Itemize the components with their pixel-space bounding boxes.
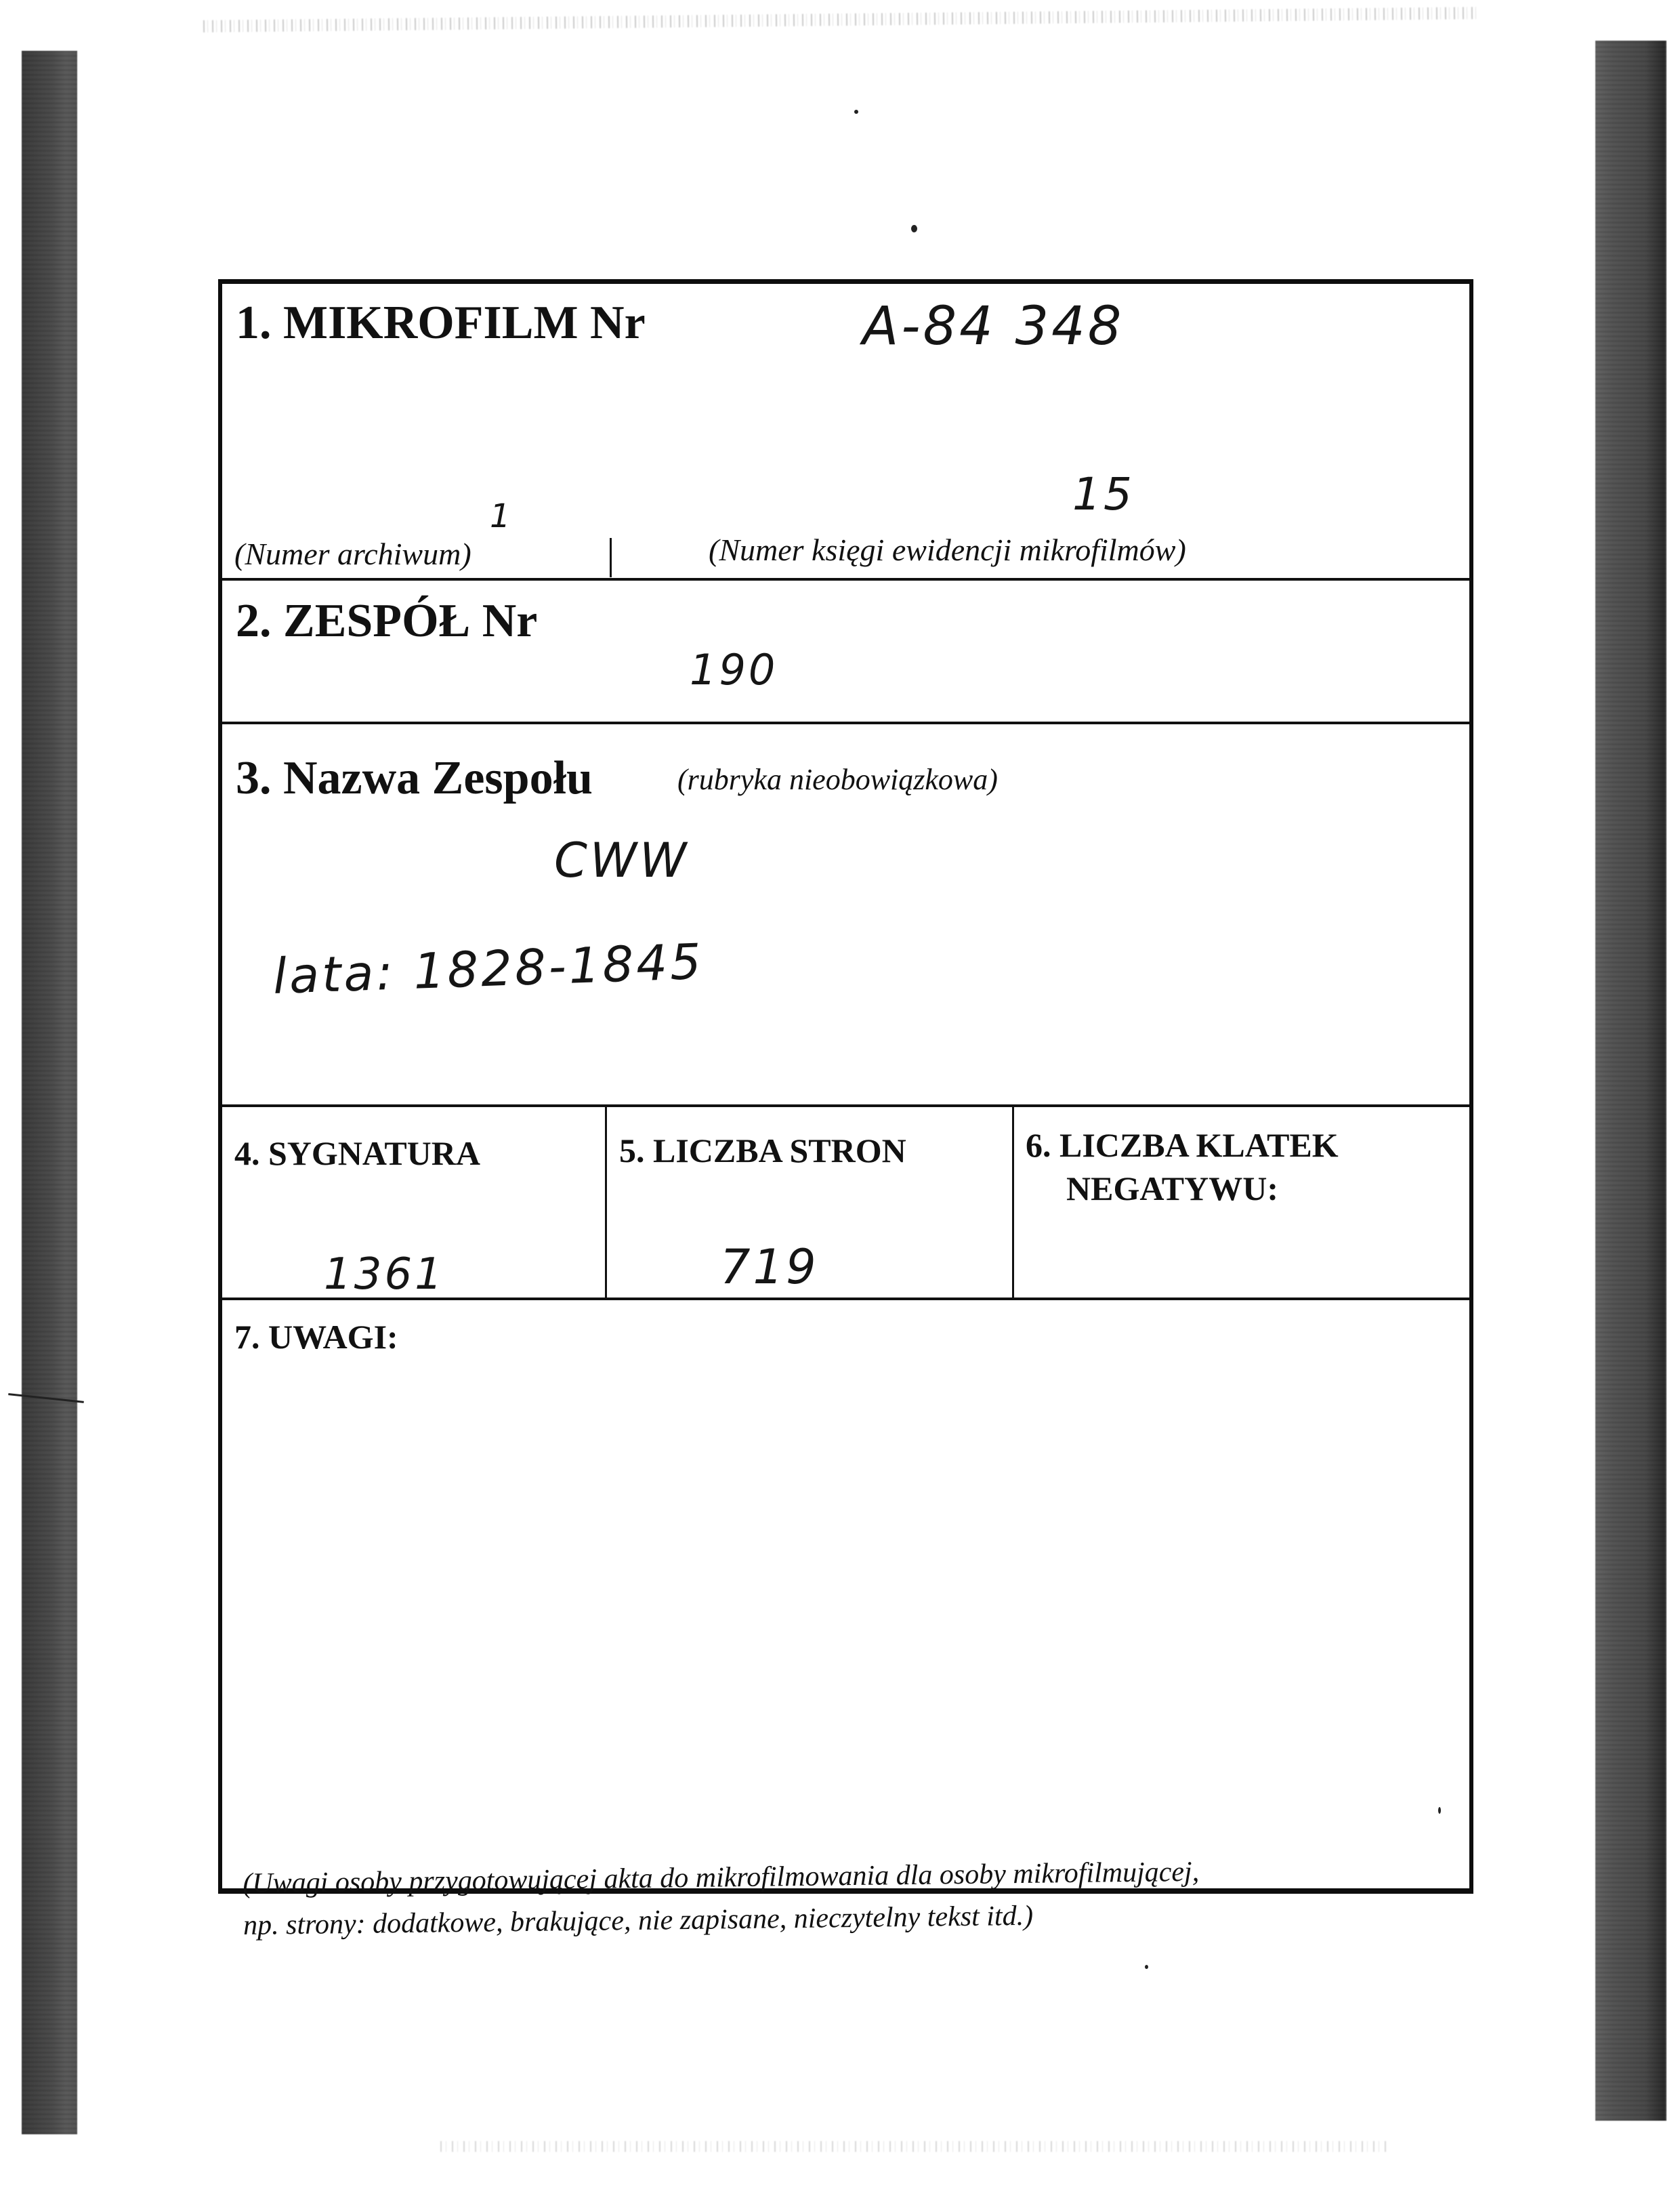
fonds-name-hint: (rubryka nieobowiązkowa): [677, 763, 998, 796]
microfilm-number-label: 1. MIKROFILM Nr: [236, 297, 646, 349]
section-details: [222, 1104, 1469, 1298]
scan-edge-left: [22, 51, 77, 2134]
section-fonds-number: [222, 578, 1469, 722]
section-microfilm-number: [222, 284, 1469, 578]
signature-label: 4. SYGNATURA: [234, 1134, 480, 1172]
fonds-name-value[interactable]: CWW: [554, 833, 690, 888]
scan-speck: [854, 110, 858, 114]
section-fonds-name: [222, 722, 1469, 1104]
scan-edge-right: [1595, 41, 1666, 2121]
scan-noise-top: [203, 7, 1477, 33]
microfilm-form: [218, 279, 1473, 1941]
column-divider: [605, 1107, 607, 1298]
archive-number-value[interactable]: 1: [490, 497, 513, 535]
register-number-value[interactable]: 15: [1072, 468, 1135, 520]
microfilm-number-value[interactable]: A-84 348: [862, 296, 1125, 357]
frame-count-label: 6. LICZBA KLATEK: [1026, 1126, 1339, 1164]
notes-hint-line-2: np. strony: dodatkowe, brakujące, nie zapisane, nieczytelny tekst itd.): [243, 1900, 1034, 1941]
frame-count-value[interactable]: [1026, 1216, 1432, 1290]
notes-hint-line-1: (Uwagi osoby przygotowującej akta do mikrofilmowania dla osoby mikrofilmującej,: [243, 1856, 1200, 1899]
scan-speck: [1145, 1965, 1148, 1969]
archive-number-label: (Numer archiwum): [234, 537, 471, 571]
notes-hint: [243, 1848, 1449, 1947]
notes-label: 7. UWAGI:: [234, 1318, 398, 1356]
fonds-number-label: 2. ZESPÓŁ Nr: [236, 595, 538, 647]
signature-value[interactable]: 1361: [324, 1249, 445, 1300]
fonds-name-label: 3. Nazwa Zespołu: [236, 752, 593, 804]
fonds-number-value[interactable]: 190: [690, 645, 778, 694]
notes-field[interactable]: [234, 1368, 1457, 1842]
scan-speck: [911, 225, 917, 232]
column-divider: [1012, 1107, 1014, 1298]
fonds-dates-value[interactable]: lata: 1828-1845: [272, 932, 705, 1005]
sub-divider: [610, 538, 612, 577]
frame-count-label-line2: NEGATYWU:: [1066, 1169, 1278, 1207]
register-number-label: (Numer księgi ewidencji mikrofilmów): [709, 533, 1186, 567]
section-notes: [222, 1298, 1469, 1941]
scan-noise-bottom: [440, 2141, 1389, 2152]
page-count-value[interactable]: 719: [720, 1239, 819, 1295]
page-count-label: 5. LICZBA STRON: [619, 1132, 906, 1169]
